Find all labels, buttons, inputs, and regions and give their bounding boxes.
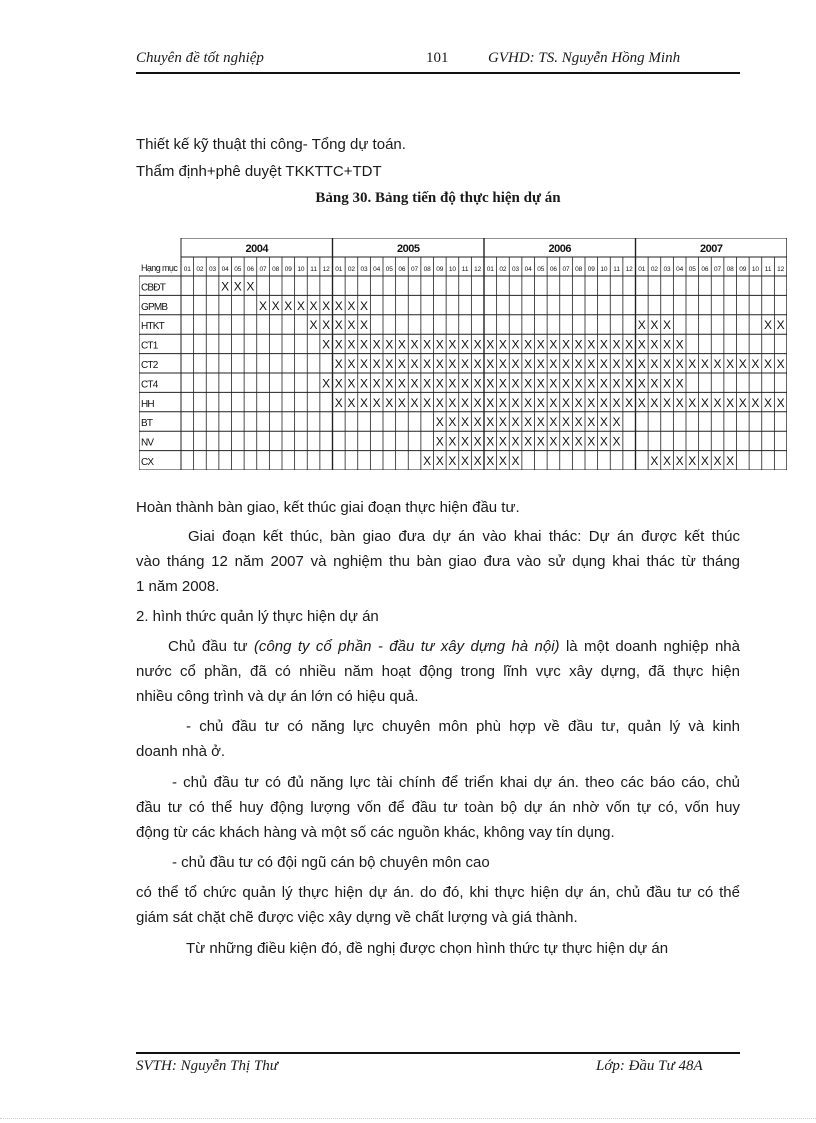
month-label: 01	[638, 266, 646, 273]
month-label: 08	[423, 266, 431, 273]
para-3-line-2: nước cổ phần, đã có nhiều năm hoạt động trong lĩnh vực xây dựng, đã thực hiện	[136, 663, 740, 680]
footer-student: SVTH: Nguyễn Thị Thư	[136, 1058, 278, 1074]
schedule-mark: X	[675, 395, 684, 410]
schedule-mark: X	[360, 395, 369, 410]
schedule-mark: X	[663, 357, 672, 371]
month-label: 09	[284, 266, 292, 273]
row-label-ct1: CT1	[141, 340, 158, 352]
para-6-line-1: - chủ đầu tư có đội ngũ cán bộ chuyên môn cao	[172, 854, 490, 871]
schedule-mark: X	[498, 357, 507, 371]
schedule-mark: X	[764, 395, 773, 410]
gantt-chart	[139, 238, 787, 470]
schedule-mark: X	[700, 357, 709, 371]
month-label: 05	[234, 266, 242, 273]
schedule-mark: X	[713, 454, 722, 468]
row-label-hh: HH	[141, 398, 154, 410]
schedule-mark: X	[435, 454, 444, 468]
schedule-mark: X	[700, 454, 709, 468]
month-label: 07	[562, 266, 570, 273]
schedule-mark: X	[524, 434, 533, 449]
schedule-mark: X	[650, 376, 659, 391]
schedule-mark: X	[675, 337, 684, 352]
schedule-mark: X	[524, 376, 533, 391]
schedule-mark: X	[385, 376, 394, 391]
footer-class: Lớp: Đầu Tư 48A	[596, 1058, 703, 1074]
schedule-mark: X	[612, 337, 621, 352]
month-label: 12	[777, 266, 785, 273]
schedule-mark: X	[372, 395, 381, 410]
month-label: 04	[524, 266, 532, 273]
month-label: 08	[575, 266, 583, 273]
schedule-mark: X	[423, 337, 432, 352]
schedule-mark: X	[486, 415, 495, 430]
page-footer	[136, 1052, 740, 1078]
schedule-mark: X	[498, 395, 507, 410]
schedule-mark: X	[385, 357, 394, 371]
schedule-mark: X	[372, 337, 381, 352]
schedule-mark: X	[511, 357, 520, 371]
para-2-line-1: Giai đoạn kết thúc, bàn giao đưa dự án vào khai thác: Dự án được kết thúc	[188, 528, 740, 545]
schedule-mark: X	[612, 415, 621, 430]
schedule-mark: X	[549, 415, 558, 430]
schedule-mark: X	[473, 357, 482, 371]
month-label: 08	[272, 266, 280, 273]
schedule-mark: X	[650, 395, 659, 410]
row-label-ct2: CT2	[141, 360, 158, 371]
schedule-mark: X	[675, 454, 684, 468]
schedule-mark: X	[347, 395, 356, 410]
section-heading: 2. hình thức quản lý thực hiện dự án	[136, 608, 379, 625]
month-label: 09	[436, 266, 444, 273]
schedule-mark: X	[423, 395, 432, 410]
schedule-mark: X	[549, 434, 558, 449]
month-label: 10	[600, 266, 608, 273]
schedule-mark: X	[461, 454, 470, 468]
schedule-mark: X	[284, 298, 293, 313]
table-caption: Bảng 30. Bảng tiến độ thực hiện dự án	[315, 190, 561, 206]
schedule-mark: X	[461, 415, 470, 430]
schedule-mark: X	[637, 337, 646, 352]
schedule-mark: X	[461, 434, 470, 449]
row-label-bt: BT	[141, 418, 153, 430]
month-label: 01	[486, 266, 494, 273]
schedule-mark: X	[536, 357, 545, 371]
month-label: 10	[297, 266, 305, 273]
schedule-mark: X	[574, 415, 583, 430]
schedule-mark: X	[511, 395, 520, 410]
month-label: 04	[373, 266, 381, 273]
schedule-mark: X	[334, 318, 343, 333]
schedule-mark: X	[700, 395, 709, 410]
month-label: 08	[726, 266, 734, 273]
schedule-mark: X	[435, 415, 444, 430]
year-label-2007: 2007	[700, 243, 723, 255]
para-3-line-3: nhiều công trình và dự án lớn có hiệu quả.	[136, 688, 419, 705]
schedule-mark: X	[536, 434, 545, 449]
schedule-mark: X	[435, 357, 444, 371]
schedule-mark: X	[334, 357, 343, 371]
schedule-mark: X	[448, 357, 457, 371]
row-label-nv: NV	[141, 437, 154, 449]
schedule-mark: X	[473, 337, 482, 352]
row-label-cx: CX	[141, 457, 154, 468]
schedule-mark: X	[498, 337, 507, 352]
month-label: 11	[613, 266, 620, 273]
month-label: 02	[347, 266, 356, 273]
schedule-mark: X	[334, 337, 343, 352]
schedule-mark: X	[334, 395, 343, 410]
schedule-mark: X	[625, 357, 634, 371]
schedule-mark: X	[397, 357, 406, 371]
month-label: 01	[335, 266, 343, 273]
schedule-mark: X	[322, 337, 331, 352]
schedule-mark: X	[536, 395, 545, 410]
schedule-mark: X	[511, 415, 520, 430]
intro-line-2: Thẩm định+phê duyệt TKKTTC+TDT	[136, 163, 382, 180]
month-label: 03	[208, 266, 217, 273]
schedule-mark: X	[271, 298, 280, 313]
schedule-mark: X	[776, 318, 785, 333]
schedule-mark: X	[372, 376, 381, 391]
para-3-text-a: Chủ đầu tư	[168, 638, 254, 655]
schedule-mark: X	[536, 376, 545, 391]
header-advisor: GVHD: TS. Nguyễn Hồng Minh	[488, 50, 681, 66]
schedule-mark: X	[486, 357, 495, 371]
schedule-mark: X	[410, 395, 419, 410]
month-label: 05	[688, 266, 696, 273]
schedule-mark: X	[713, 357, 722, 371]
month-label: 03	[663, 266, 671, 273]
schedule-mark: X	[461, 337, 470, 352]
schedule-mark: X	[221, 279, 230, 294]
month-label: 02	[499, 266, 507, 273]
month-label: 04	[221, 266, 229, 273]
schedule-mark: X	[549, 357, 558, 371]
month-label: 10	[751, 266, 760, 273]
schedule-mark: X	[549, 337, 558, 352]
month-label: 07	[410, 266, 419, 273]
schedule-mark: X	[435, 376, 444, 391]
schedule-mark: X	[599, 415, 608, 430]
schedule-mark: X	[599, 337, 608, 352]
schedule-mark: X	[599, 357, 608, 371]
schedule-mark: X	[663, 454, 672, 468]
schedule-mark: X	[599, 434, 608, 449]
page-bottom-border	[0, 1118, 816, 1119]
schedule-mark: X	[574, 434, 583, 449]
para-3-line-1	[136, 637, 740, 657]
schedule-mark: X	[347, 376, 356, 391]
month-label: 07	[713, 266, 722, 273]
schedule-mark: X	[461, 376, 470, 391]
schedule-mark: X	[663, 376, 672, 391]
schedule-mark: X	[360, 357, 369, 371]
schedule-mark: X	[423, 454, 432, 468]
year-label-2006: 2006	[548, 243, 571, 255]
schedule-mark: X	[511, 337, 520, 352]
schedule-mark: X	[625, 337, 634, 352]
schedule-mark: X	[347, 318, 356, 333]
schedule-mark: X	[663, 395, 672, 410]
schedule-mark: X	[360, 337, 369, 352]
month-label: 05	[537, 266, 545, 273]
schedule-mark: X	[397, 337, 406, 352]
schedule-mark: X	[587, 395, 596, 410]
schedule-mark: X	[461, 357, 470, 371]
schedule-mark: X	[650, 357, 659, 371]
schedule-mark: X	[435, 337, 444, 352]
para-5-line-3: động từ các khách hàng và một số các nguồn khác, không vay tín dụng.	[136, 824, 615, 841]
schedule-mark: X	[473, 454, 482, 468]
month-label: 03	[511, 266, 520, 273]
schedule-mark: X	[726, 454, 735, 468]
schedule-mark: X	[587, 337, 596, 352]
month-label: 12	[474, 266, 482, 273]
gantt-schedule-table	[139, 238, 787, 470]
schedule-mark: X	[486, 376, 495, 391]
row-label-htkt: HTKT	[141, 321, 164, 333]
month-label: 06	[549, 266, 558, 273]
schedule-mark: X	[448, 434, 457, 449]
schedule-mark: X	[498, 434, 507, 449]
schedule-mark: X	[511, 434, 520, 449]
schedule-mark: X	[612, 434, 621, 449]
schedule-mark: X	[423, 376, 432, 391]
schedule-mark: X	[612, 357, 621, 371]
month-label: 11	[461, 266, 469, 273]
schedule-mark: X	[309, 298, 318, 313]
para-4-line-1: - chủ đầu tư có năng lực chuyên môn phù hợp về đầu tư, quản lý và kinh	[186, 718, 740, 735]
schedule-mark: X	[524, 415, 533, 430]
para-3-company: (công ty cổ phần - đầu tư xây dựng hà nội)	[253, 638, 560, 655]
schedule-mark: X	[233, 279, 242, 294]
schedule-mark: X	[347, 337, 356, 352]
month-label: 11	[764, 266, 772, 273]
schedule-mark: X	[650, 454, 659, 468]
schedule-mark: X	[448, 395, 457, 410]
row-label-ct4: CT4	[141, 379, 158, 391]
schedule-mark: X	[372, 357, 381, 371]
schedule-mark: X	[562, 415, 571, 430]
schedule-mark: X	[637, 318, 646, 333]
schedule-mark: X	[738, 395, 747, 410]
schedule-mark: X	[612, 376, 621, 391]
month-label: 09	[739, 266, 747, 273]
schedule-mark: X	[486, 337, 495, 352]
schedule-mark: X	[448, 337, 457, 352]
schedule-mark: X	[410, 376, 419, 391]
month-label: 02	[196, 266, 204, 273]
month-label: 01	[183, 266, 191, 273]
schedule-mark: X	[385, 337, 394, 352]
schedule-mark: X	[410, 337, 419, 352]
schedule-mark: X	[448, 415, 457, 430]
schedule-mark: X	[498, 454, 507, 468]
schedule-mark: X	[625, 376, 634, 391]
schedule-mark: X	[498, 376, 507, 391]
schedule-mark: X	[713, 395, 722, 410]
schedule-mark: X	[650, 318, 659, 333]
schedule-mark: X	[776, 395, 785, 410]
row-label-cbđt: CBĐT	[141, 282, 166, 294]
month-label: 03	[360, 266, 368, 273]
para-7: Từ những điều kiện đó, đề nghị được chọn hình thức tự thực hiện dự án	[186, 940, 669, 957]
schedule-mark: X	[688, 395, 697, 410]
schedule-mark: X	[334, 376, 343, 391]
header-thesis-title: Chuyên đề tốt nghiệp	[136, 50, 264, 66]
corner-label: Hạng mục	[141, 263, 178, 273]
schedule-mark: X	[726, 395, 735, 410]
schedule-mark: X	[675, 376, 684, 391]
para-3-text-b: là một doanh nghiệp nhà	[559, 638, 740, 655]
schedule-mark: X	[410, 357, 419, 371]
schedule-mark: X	[322, 318, 331, 333]
month-label: 09	[587, 266, 595, 273]
schedule-mark: X	[764, 318, 773, 333]
schedule-mark: X	[738, 357, 747, 371]
schedule-mark: X	[574, 357, 583, 371]
schedule-mark: X	[486, 395, 495, 410]
schedule-mark: X	[764, 357, 773, 371]
schedule-mark: X	[435, 395, 444, 410]
schedule-mark: X	[574, 376, 583, 391]
schedule-mark: X	[473, 415, 482, 430]
schedule-mark: X	[637, 395, 646, 410]
schedule-mark: X	[562, 357, 571, 371]
schedule-mark: X	[536, 337, 545, 352]
schedule-mark: X	[675, 357, 684, 371]
schedule-mark: X	[397, 376, 406, 391]
schedule-mark: X	[524, 395, 533, 410]
schedule-mark: X	[574, 337, 583, 352]
para-5-line-2: đầu tư có thể huy động lượng vốn để đầu tư toàn bộ dự án nhờ vốn tự có, vốn huy	[136, 799, 740, 816]
row-label-gpmb: GPMB	[141, 301, 168, 313]
schedule-mark: X	[423, 357, 432, 371]
schedule-mark: X	[511, 454, 520, 468]
schedule-mark: X	[486, 434, 495, 449]
intro-line-1: Thiết kế kỹ thuật thi công- Tổng dự toán.	[136, 136, 406, 153]
schedule-mark: X	[688, 454, 697, 468]
month-label: 02	[650, 266, 659, 273]
schedule-mark: X	[448, 454, 457, 468]
schedule-mark: X	[309, 318, 318, 333]
schedule-mark: X	[650, 337, 659, 352]
schedule-mark: X	[726, 357, 735, 371]
para-5-line-1: - chủ đầu tư có đủ năng lực tài chính để triển khai dự án. theo các báo cáo, chủ	[172, 774, 740, 791]
month-label: 10	[448, 266, 457, 273]
schedule-mark: X	[549, 376, 558, 391]
schedule-mark: X	[259, 298, 268, 313]
schedule-mark: X	[473, 376, 482, 391]
schedule-mark: X	[587, 434, 596, 449]
schedule-mark: X	[599, 376, 608, 391]
schedule-mark: X	[397, 395, 406, 410]
month-label: 06	[246, 266, 255, 273]
schedule-mark: X	[360, 298, 369, 313]
schedule-mark: X	[637, 376, 646, 391]
schedule-mark: X	[536, 415, 545, 430]
month-label: 07	[259, 266, 267, 273]
schedule-mark: X	[574, 395, 583, 410]
schedule-mark: X	[511, 376, 520, 391]
schedule-mark: X	[296, 298, 305, 313]
schedule-mark: X	[322, 298, 331, 313]
schedule-mark: X	[385, 395, 394, 410]
schedule-mark: X	[498, 415, 507, 430]
schedule-mark: X	[751, 395, 760, 410]
schedule-mark: X	[625, 395, 634, 410]
schedule-mark: X	[587, 415, 596, 430]
schedule-mark: X	[637, 357, 646, 371]
schedule-mark: X	[663, 318, 672, 333]
schedule-mark: X	[360, 376, 369, 391]
month-label: 04	[676, 266, 684, 273]
schedule-mark: X	[473, 434, 482, 449]
schedule-mark: X	[776, 357, 785, 371]
schedule-mark: X	[473, 395, 482, 410]
schedule-mark: X	[549, 395, 558, 410]
page-header	[136, 48, 740, 74]
month-label: 06	[398, 266, 406, 273]
schedule-mark: X	[486, 454, 495, 468]
para-6-line-3: giám sát chặt chẽ được việc xây dựng về chất lượng và giá thành.	[136, 909, 578, 926]
schedule-mark: X	[587, 357, 596, 371]
schedule-mark: X	[347, 298, 356, 313]
para-completion: Hoàn thành bàn giao, kết thúc giai đoạn thực hiện đầu tư.	[136, 499, 520, 516]
schedule-mark: X	[612, 395, 621, 410]
para-6-line-2: có thể tổ chức quản lý thực hiện dự án. do đó, khi thực hiện dự án, chủ đầu tư có thể	[136, 884, 740, 901]
schedule-mark: X	[688, 357, 697, 371]
schedule-mark: X	[246, 279, 255, 294]
schedule-mark: X	[435, 434, 444, 449]
schedule-mark: X	[599, 395, 608, 410]
year-label-2005: 2005	[397, 243, 420, 255]
schedule-mark: X	[360, 318, 369, 333]
page-number: 101	[426, 50, 449, 66]
schedule-mark: X	[334, 298, 343, 313]
schedule-mark: X	[663, 337, 672, 352]
schedule-mark: X	[524, 357, 533, 371]
month-label: 12	[322, 266, 330, 273]
para-2-line-2: vào tháng 12 năm 2007 và nghiệm thu bàn giao đưa vào sử dụng khai thác từ tháng	[136, 553, 740, 570]
schedule-mark: X	[461, 395, 470, 410]
schedule-mark: X	[524, 337, 533, 352]
schedule-mark: X	[587, 376, 596, 391]
month-label: 05	[385, 266, 393, 273]
schedule-mark: X	[562, 395, 571, 410]
schedule-mark: X	[322, 376, 331, 391]
schedule-mark: X	[751, 357, 760, 371]
para-4-line-2: doanh nhà ở.	[136, 743, 226, 760]
para-2-line-3: 1 năm 2008.	[136, 578, 220, 595]
schedule-mark: X	[347, 357, 356, 371]
month-label: 06	[701, 266, 709, 273]
schedule-mark: X	[562, 337, 571, 352]
schedule-mark: X	[448, 376, 457, 391]
month-label: 12	[625, 266, 633, 273]
schedule-mark: X	[562, 434, 571, 449]
schedule-mark: X	[562, 376, 571, 391]
month-label: 11	[310, 266, 317, 273]
year-label-2004: 2004	[245, 243, 268, 255]
